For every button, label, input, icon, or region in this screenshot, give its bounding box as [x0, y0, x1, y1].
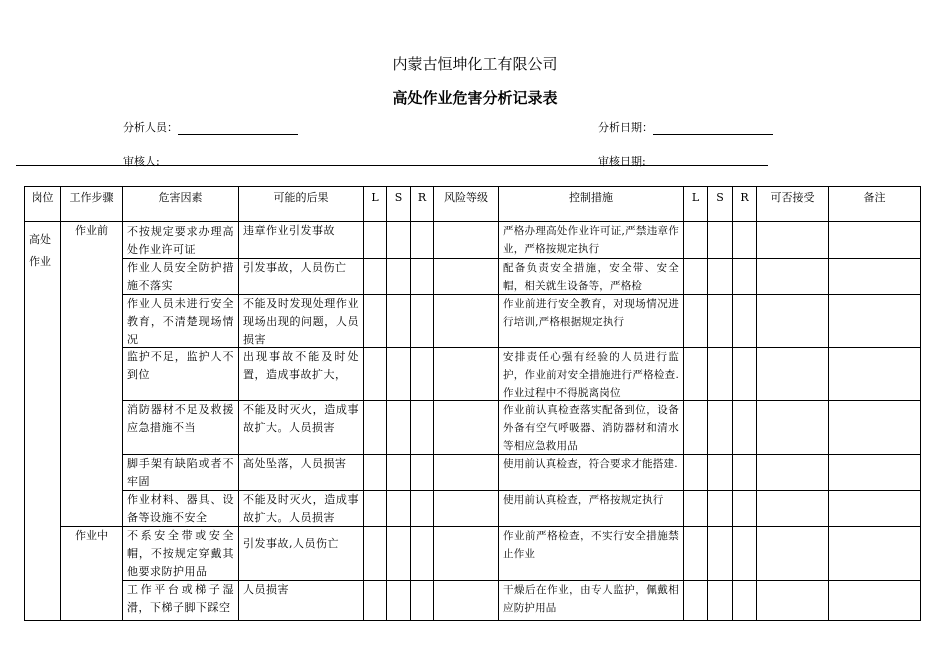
control-text: 配备负责安全措施，安全带、安全帽，相关就生设备等，严格检: [503, 262, 679, 292]
l-cell: [364, 348, 387, 401]
col-header-l: L: [364, 187, 387, 222]
r2-cell: [733, 222, 757, 259]
risk-level-cell: [434, 581, 499, 621]
remarks-cell: [829, 527, 921, 581]
r-cell: [411, 581, 434, 621]
risk-level-cell: [434, 401, 499, 455]
r2-cell: [733, 527, 757, 581]
control-text: 使用前认真检查，严格按规定执行: [503, 494, 664, 506]
table-row: [25, 401, 921, 455]
consequence-text: 人员损害: [243, 583, 289, 596]
consequence-cell: [239, 491, 364, 527]
hazard-text: 消防器材不足及救援应急措施不当: [127, 403, 234, 434]
l2-cell: [684, 527, 708, 581]
step-label-during: 作业中: [75, 529, 108, 542]
l2-cell: [684, 455, 708, 491]
col-header-acceptable: 可否接受: [757, 187, 829, 222]
consequence-text: 出现事故不能及时处置，造成事故扩大，: [243, 350, 359, 381]
l-cell: [364, 222, 387, 259]
control-text: 严格办理高处作业许可证,严禁违章作业，严格按规定执行: [503, 225, 679, 255]
s2-cell: [708, 455, 733, 491]
hazard-text: 不系安全带或安全帽，不按规定穿戴其他要求防护用品: [127, 529, 234, 578]
consequence-cell: [239, 527, 364, 581]
analysis-date-label: 分析日期：: [598, 121, 653, 134]
s-cell: [387, 348, 411, 401]
review-date-line: [598, 153, 646, 169]
consequence-cell: [239, 259, 364, 295]
l-cell: [364, 581, 387, 621]
step-cell-during: [61, 527, 123, 621]
hazard-analysis-table: [24, 186, 921, 621]
r2-cell: [733, 581, 757, 621]
control-cell: [499, 491, 684, 527]
s2-cell: [708, 491, 733, 527]
control-cell: [499, 295, 684, 348]
r-cell: [411, 259, 434, 295]
hazard-cell: [123, 455, 239, 491]
risk-level-cell: [434, 295, 499, 348]
acceptable-cell: [757, 527, 829, 581]
risk-level-cell: [434, 491, 499, 527]
analysis-date-blank: [653, 124, 773, 135]
risk-level-cell: [434, 222, 499, 259]
s-cell: [387, 259, 411, 295]
post-label: 高处作业: [29, 233, 51, 268]
acceptable-cell: [757, 401, 829, 455]
control-cell: [499, 401, 684, 455]
s2-cell: [708, 222, 733, 259]
table-row: [25, 581, 921, 621]
control-text: 干燥后在作业，由专人监护，佩戴相应防护用品: [503, 584, 679, 614]
r-cell: [411, 455, 434, 491]
acceptable-cell: [757, 222, 829, 259]
s2-cell: [708, 295, 733, 348]
l-cell: [364, 295, 387, 348]
s-cell: [387, 222, 411, 259]
col-header-l2: L: [684, 187, 708, 222]
consequence-text: 引发事故,人员伤亡: [243, 537, 339, 550]
hazard-text: 作业人员安全防护措施不落实: [127, 261, 234, 292]
hazard-cell: [123, 295, 239, 348]
consequence-cell: [239, 222, 364, 259]
l2-cell: [684, 581, 708, 621]
s-cell: [387, 527, 411, 581]
remarks-cell: [829, 222, 921, 259]
l-cell: [364, 259, 387, 295]
acceptable-cell: [757, 348, 829, 401]
r-cell: [411, 491, 434, 527]
company-name: 内蒙古恒坤化工有限公司: [392, 55, 558, 73]
l-cell: [364, 455, 387, 491]
r2-cell: [733, 259, 757, 295]
l-cell: [364, 527, 387, 581]
col-header-r2: R: [733, 187, 757, 222]
col-header-remarks: 备注: [829, 187, 921, 222]
reviewer-label: 审核人:: [123, 155, 160, 168]
control-cell: [499, 348, 684, 401]
control-text: 作业前严格检查，不实行安全措施禁止作业: [503, 530, 679, 560]
hazard-text: 脚手架有缺陷或者不牢固: [127, 457, 234, 488]
hazard-cell: [123, 222, 239, 259]
consequence-text: 违章作业引发事故: [243, 224, 335, 237]
l-cell: [364, 491, 387, 527]
s2-cell: [708, 348, 733, 401]
control-text: 使用前认真检查，符合要求才能搭建.: [503, 458, 678, 470]
s2-cell: [708, 581, 733, 621]
control-cell: [499, 581, 684, 621]
remarks-cell: [829, 401, 921, 455]
remarks-cell: [829, 259, 921, 295]
hazard-text: 工作平台或梯子湿滑，下梯子脚下踩空: [127, 583, 234, 614]
consequence-text: 不能及时灭火，造成事故扩大。人员损害: [243, 403, 359, 434]
l2-cell: [684, 259, 708, 295]
consequence-cell: [239, 581, 364, 621]
risk-level-cell: [434, 259, 499, 295]
r-cell: [411, 527, 434, 581]
l2-cell: [684, 401, 708, 455]
acceptable-cell: [757, 259, 829, 295]
risk-level-cell: [434, 527, 499, 581]
acceptable-cell: [757, 491, 829, 527]
l2-cell: [684, 491, 708, 527]
acceptable-cell: [757, 455, 829, 491]
table-row: [25, 259, 921, 295]
hazard-text: 不按规定要求办理高处作业许可证: [127, 225, 234, 256]
analysis-date-line: [598, 119, 773, 135]
s2-cell: [708, 527, 733, 581]
consequence-cell: [239, 348, 364, 401]
col-header-hazard: 危害因素: [123, 187, 239, 222]
col-header-r: R: [411, 187, 434, 222]
remarks-cell: [829, 581, 921, 621]
risk-level-cell: [434, 455, 499, 491]
table-row: [25, 222, 921, 259]
control-text: 作业前认真检查落实配备到位，设备外备有空气呼吸器、消防器材和清水等相应急救用品: [503, 404, 679, 452]
consequence-text: 高处坠落，人员损害: [243, 457, 347, 470]
l2-cell: [684, 295, 708, 348]
s-cell: [387, 491, 411, 527]
col-header-s2: S: [708, 187, 733, 222]
s-cell: [387, 581, 411, 621]
r-cell: [411, 222, 434, 259]
acceptable-cell: [757, 581, 829, 621]
risk-level-cell: [434, 348, 499, 401]
document-title: 高处作业危害分析记录表: [392, 89, 558, 107]
r2-cell: [733, 401, 757, 455]
r2-cell: [733, 348, 757, 401]
table-row: [25, 295, 921, 348]
hazard-cell: [123, 401, 239, 455]
control-cell: [499, 455, 684, 491]
r2-cell: [733, 491, 757, 527]
consequence-cell: [239, 455, 364, 491]
hazard-text: 作业材料、器具、设备等设施不安全: [127, 493, 234, 524]
analyst-line: [123, 119, 298, 135]
s2-cell: [708, 259, 733, 295]
table-header-row: [25, 187, 921, 222]
remarks-cell: [829, 491, 921, 527]
col-header-consequence: 可能的后果: [239, 187, 364, 222]
consequence-text: 引发事故，人员伤亡: [243, 261, 347, 274]
l2-cell: [684, 348, 708, 401]
post-cell: [25, 222, 61, 621]
r2-cell: [733, 295, 757, 348]
acceptable-cell: [757, 295, 829, 348]
control-cell: [499, 527, 684, 581]
analyst-label: 分析人员：: [123, 121, 178, 134]
s2-cell: [708, 401, 733, 455]
table-row: [25, 348, 921, 401]
reviewer-line: [123, 153, 160, 169]
control-text: 作业前进行安全教育，对现场情况进行培训,严格根据规定执行: [503, 298, 679, 328]
consequence-text: 不能及时发现处理作业现场出现的问题，人员损害: [243, 297, 359, 346]
analyst-blank: [178, 124, 298, 135]
table-row: [25, 527, 921, 581]
s-cell: [387, 295, 411, 348]
col-header-risk-level: 风险等级: [434, 187, 499, 222]
s-cell: [387, 455, 411, 491]
r2-cell: [733, 455, 757, 491]
col-header-control: 控制措施: [499, 187, 684, 222]
consequence-text: 不能及时灭火，造成事故扩大。人员损害: [243, 493, 359, 524]
consequence-cell: [239, 295, 364, 348]
hazard-cell: [123, 348, 239, 401]
step-cell-before: [61, 222, 123, 527]
table-row: [25, 455, 921, 491]
hazard-cell: [123, 259, 239, 295]
l-cell: [364, 401, 387, 455]
hazard-cell: [123, 527, 239, 581]
review-date-label: 审核日期:: [598, 155, 646, 168]
remarks-cell: [829, 348, 921, 401]
r-cell: [411, 295, 434, 348]
l2-cell: [684, 222, 708, 259]
col-header-post: 岗位: [25, 187, 61, 222]
hazard-text: 监护不足，监护人不到位: [127, 350, 234, 381]
step-label-before: 作业前: [75, 224, 108, 237]
control-text: 安排责任心强有经验的人员进行监护，作业前对安全措施进行严格检查.作业过程中不得脱离岗位: [503, 351, 679, 399]
r-cell: [411, 348, 434, 401]
col-header-s: S: [387, 187, 411, 222]
hazard-cell: [123, 491, 239, 527]
control-cell: [499, 259, 684, 295]
remarks-cell: [829, 295, 921, 348]
control-cell: [499, 222, 684, 259]
hazard-cell: [123, 581, 239, 621]
hazard-text: 作业人员未进行安全教育，不清楚现场情况: [127, 297, 234, 346]
consequence-cell: [239, 401, 364, 455]
col-header-step: 工作步骤: [61, 187, 123, 222]
s-cell: [387, 401, 411, 455]
remarks-cell: [829, 455, 921, 491]
table-row: [25, 491, 921, 527]
r-cell: [411, 401, 434, 455]
